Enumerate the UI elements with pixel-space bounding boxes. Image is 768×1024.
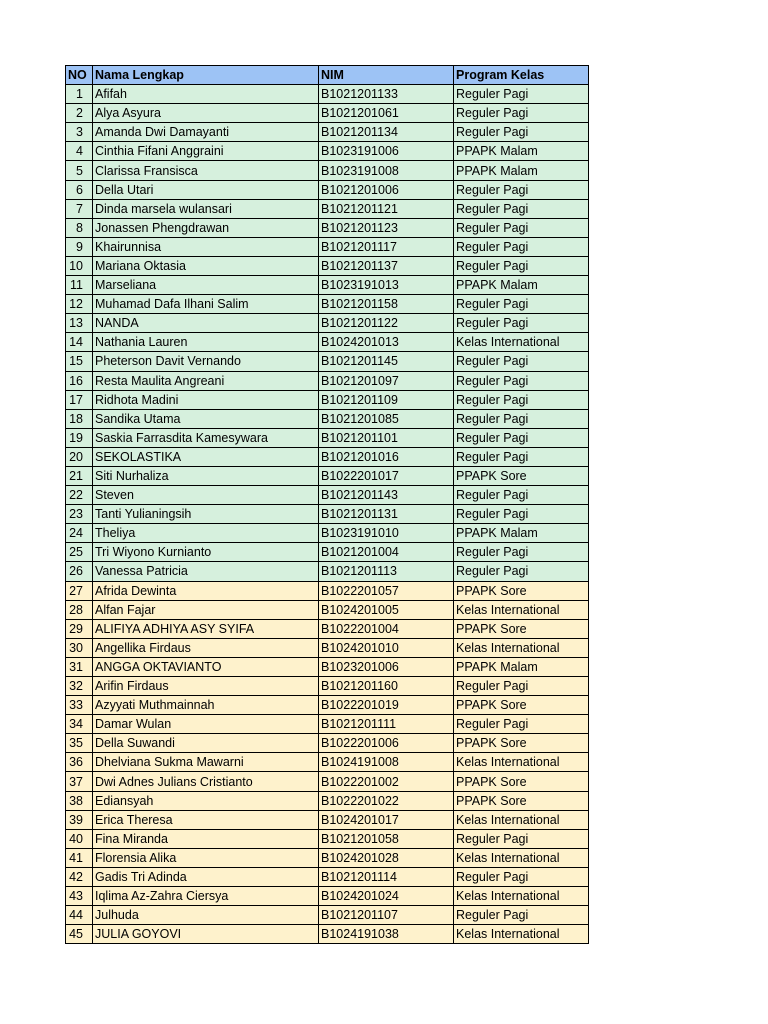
cell-nim: B1021201109 [319, 390, 454, 409]
cell-no: 20 [66, 447, 93, 466]
cell-program: PPAPK Sore [454, 772, 589, 791]
cell-program: Reguler Pagi [454, 906, 589, 925]
cell-nim: B1021201111 [319, 715, 454, 734]
cell-no: 41 [66, 848, 93, 867]
cell-name: Khairunnisa [93, 237, 319, 256]
cell-no: 37 [66, 772, 93, 791]
cell-no: 31 [66, 657, 93, 676]
table-row [66, 677, 589, 696]
cell-no: 25 [66, 543, 93, 562]
cell-program: Reguler Pagi [454, 677, 589, 696]
cell-name: Dhelviana Sukma Mawarni [93, 753, 319, 772]
cell-program: Kelas International [454, 848, 589, 867]
cell-program: PPAPK Sore [454, 466, 589, 485]
cell-name: NANDA [93, 314, 319, 333]
cell-no: 44 [66, 906, 93, 925]
table-row [66, 887, 589, 906]
cell-nim: B1023191013 [319, 276, 454, 295]
cell-no: 10 [66, 256, 93, 275]
cell-name: Vanessa Patricia [93, 562, 319, 581]
cell-name: Jonassen Phengdrawan [93, 218, 319, 237]
cell-no: 17 [66, 390, 93, 409]
table-row [66, 142, 589, 161]
cell-no: 7 [66, 199, 93, 218]
cell-name: Saskia Farrasdita Kamesywara [93, 428, 319, 447]
table-row [66, 409, 589, 428]
cell-name: Angellika Firdaus [93, 638, 319, 657]
cell-program: PPAPK Malam [454, 524, 589, 543]
cell-no: 29 [66, 619, 93, 638]
cell-program: Reguler Pagi [454, 428, 589, 447]
cell-name: Iqlima Az-Zahra Ciersya [93, 887, 319, 906]
cell-program: Kelas International [454, 638, 589, 657]
cell-program: Kelas International [454, 887, 589, 906]
cell-name: ALIFIYA ADHIYA ASY SYIFA [93, 619, 319, 638]
cell-no: 28 [66, 600, 93, 619]
cell-no: 12 [66, 295, 93, 314]
cell-program: Reguler Pagi [454, 390, 589, 409]
table-row [66, 466, 589, 485]
table-row [66, 486, 589, 505]
cell-nim: B1021201145 [319, 352, 454, 371]
cell-nim: B1024191008 [319, 753, 454, 772]
table-row [66, 256, 589, 275]
table-row [66, 867, 589, 886]
table-row [66, 848, 589, 867]
cell-nim: B1021201131 [319, 505, 454, 524]
cell-nim: B1024201013 [319, 333, 454, 352]
cell-no: 1 [66, 85, 93, 104]
cell-nim: B1024201028 [319, 848, 454, 867]
cell-program: Reguler Pagi [454, 409, 589, 428]
cell-no: 42 [66, 867, 93, 886]
cell-nim: B1021201133 [319, 85, 454, 104]
table-row [66, 390, 589, 409]
cell-no: 19 [66, 428, 93, 447]
cell-program: Reguler Pagi [454, 352, 589, 371]
cell-no: 38 [66, 791, 93, 810]
cell-name: Fina Miranda [93, 829, 319, 848]
cell-program: Reguler Pagi [454, 543, 589, 562]
cell-program: PPAPK Malam [454, 161, 589, 180]
cell-nim: B1021201006 [319, 180, 454, 199]
cell-nim: B1022201057 [319, 581, 454, 600]
cell-name: Theliya [93, 524, 319, 543]
cell-nim: B1021201117 [319, 237, 454, 256]
cell-no: 33 [66, 696, 93, 715]
cell-no: 36 [66, 753, 93, 772]
table-row [66, 524, 589, 543]
cell-program: Reguler Pagi [454, 715, 589, 734]
cell-no: 4 [66, 142, 93, 161]
cell-nim: B1021201107 [319, 906, 454, 925]
table-row [66, 85, 589, 104]
cell-program: Reguler Pagi [454, 829, 589, 848]
cell-no: 21 [66, 466, 93, 485]
cell-no: 3 [66, 123, 93, 142]
cell-program: PPAPK Sore [454, 581, 589, 600]
table-row [66, 123, 589, 142]
table-row [66, 104, 589, 123]
cell-name: Gadis Tri Adinda [93, 867, 319, 886]
table-row [66, 638, 589, 657]
table-row [66, 218, 589, 237]
cell-program: Kelas International [454, 600, 589, 619]
cell-name: Marseliana [93, 276, 319, 295]
table-row [66, 600, 589, 619]
table-row [66, 772, 589, 791]
cell-program: PPAPK Malam [454, 276, 589, 295]
cell-program: Reguler Pagi [454, 123, 589, 142]
header-no: NO [66, 66, 93, 85]
cell-no: 35 [66, 734, 93, 753]
cell-nim: B1024201005 [319, 600, 454, 619]
cell-name: Azyyati Muthmainnah [93, 696, 319, 715]
table-row [66, 543, 589, 562]
cell-program: PPAPK Sore [454, 734, 589, 753]
table-row [66, 810, 589, 829]
cell-name: SEKOLASTIKA [93, 447, 319, 466]
cell-nim: B1021201085 [319, 409, 454, 428]
cell-nim: B1021201058 [319, 829, 454, 848]
cell-program: Kelas International [454, 753, 589, 772]
cell-no: 23 [66, 505, 93, 524]
cell-nim: B1024201024 [319, 887, 454, 906]
cell-program: Reguler Pagi [454, 486, 589, 505]
table-body [66, 85, 589, 944]
cell-nim: B1024201017 [319, 810, 454, 829]
table-row [66, 657, 589, 676]
cell-nim: B1022201002 [319, 772, 454, 791]
cell-program: Reguler Pagi [454, 218, 589, 237]
cell-nim: B1021201143 [319, 486, 454, 505]
table-row [66, 333, 589, 352]
cell-no: 45 [66, 925, 93, 944]
table-row [66, 619, 589, 638]
cell-name: Pheterson Davit Vernando [93, 352, 319, 371]
cell-nim: B1024201010 [319, 638, 454, 657]
student-table [65, 65, 589, 944]
cell-name: Ediansyah [93, 791, 319, 810]
table-row [66, 428, 589, 447]
header-row [66, 66, 589, 85]
cell-nim: B1021201097 [319, 371, 454, 390]
cell-no: 40 [66, 829, 93, 848]
cell-name: Julhuda [93, 906, 319, 925]
cell-name: ANGGA OKTAVIANTO [93, 657, 319, 676]
table-row [66, 505, 589, 524]
cell-program: PPAPK Sore [454, 619, 589, 638]
cell-no: 34 [66, 715, 93, 734]
cell-name: Steven [93, 486, 319, 505]
cell-name: Cinthia Fifani Anggraini [93, 142, 319, 161]
cell-nim: B1022201019 [319, 696, 454, 715]
cell-name: Arifin Firdaus [93, 677, 319, 696]
cell-name: Mariana Oktasia [93, 256, 319, 275]
cell-no: 9 [66, 237, 93, 256]
cell-nim: B1022201017 [319, 466, 454, 485]
cell-name: Afrida Dewinta [93, 581, 319, 600]
cell-program: Reguler Pagi [454, 371, 589, 390]
table-row [66, 734, 589, 753]
cell-no: 16 [66, 371, 93, 390]
cell-program: PPAPK Malam [454, 142, 589, 161]
cell-program: Reguler Pagi [454, 104, 589, 123]
header-nim: NIM [319, 66, 454, 85]
cell-name: Dwi Adnes Julians Cristianto [93, 772, 319, 791]
cell-nim: B1021201137 [319, 256, 454, 275]
cell-no: 15 [66, 352, 93, 371]
cell-no: 18 [66, 409, 93, 428]
cell-nim: B1021201061 [319, 104, 454, 123]
cell-no: 2 [66, 104, 93, 123]
cell-program: Reguler Pagi [454, 447, 589, 466]
cell-name: Amanda Dwi Damayanti [93, 123, 319, 142]
header-name: Nama Lengkap [93, 66, 319, 85]
cell-no: 11 [66, 276, 93, 295]
cell-name: Sandika Utama [93, 409, 319, 428]
cell-program: PPAPK Malam [454, 657, 589, 676]
table-row [66, 829, 589, 848]
cell-no: 8 [66, 218, 93, 237]
cell-no: 5 [66, 161, 93, 180]
cell-nim: B1021201004 [319, 543, 454, 562]
cell-nim: B1021201101 [319, 428, 454, 447]
table-row [66, 295, 589, 314]
cell-name: Della Suwandi [93, 734, 319, 753]
cell-program: Reguler Pagi [454, 295, 589, 314]
cell-program: Reguler Pagi [454, 85, 589, 104]
cell-name: JULIA GOYOVI [93, 925, 319, 944]
table-row [66, 581, 589, 600]
cell-nim: B1023191008 [319, 161, 454, 180]
cell-nim: B1021201114 [319, 867, 454, 886]
cell-nim: B1022201022 [319, 791, 454, 810]
cell-program: Reguler Pagi [454, 237, 589, 256]
cell-no: 30 [66, 638, 93, 657]
cell-nim: B1021201160 [319, 677, 454, 696]
cell-name: Erica Theresa [93, 810, 319, 829]
cell-name: Dinda marsela wulansari [93, 199, 319, 218]
table-row [66, 715, 589, 734]
cell-nim: B1021201016 [319, 447, 454, 466]
cell-no: 22 [66, 486, 93, 505]
cell-name: Siti Nurhaliza [93, 466, 319, 485]
cell-program: Reguler Pagi [454, 867, 589, 886]
cell-name: Afifah [93, 85, 319, 104]
table-row [66, 906, 589, 925]
cell-program: Reguler Pagi [454, 505, 589, 524]
table-row [66, 161, 589, 180]
cell-name: Resta Maulita Angreani [93, 371, 319, 390]
cell-program: Reguler Pagi [454, 256, 589, 275]
cell-program: Kelas International [454, 925, 589, 944]
table-row [66, 352, 589, 371]
table-row [66, 314, 589, 333]
cell-program: Reguler Pagi [454, 314, 589, 333]
table-row [66, 696, 589, 715]
cell-nim: B1022201004 [319, 619, 454, 638]
cell-nim: B1023201006 [319, 657, 454, 676]
cell-name: Tri Wiyono Kurnianto [93, 543, 319, 562]
cell-program: Reguler Pagi [454, 199, 589, 218]
table-row [66, 276, 589, 295]
cell-name: Della Utari [93, 180, 319, 199]
cell-program: PPAPK Sore [454, 696, 589, 715]
cell-name: Ridhota Madini [93, 390, 319, 409]
cell-no: 26 [66, 562, 93, 581]
cell-nim: B1024191038 [319, 925, 454, 944]
cell-name: Tanti Yulianingsih [93, 505, 319, 524]
cell-program: Kelas International [454, 333, 589, 352]
cell-program: Reguler Pagi [454, 180, 589, 199]
cell-nim: B1022201006 [319, 734, 454, 753]
cell-nim: B1021201121 [319, 199, 454, 218]
cell-no: 24 [66, 524, 93, 543]
table-row [66, 180, 589, 199]
cell-name: Florensia Alika [93, 848, 319, 867]
table-row [66, 371, 589, 390]
cell-name: Alya Asyura [93, 104, 319, 123]
cell-program: Kelas International [454, 810, 589, 829]
cell-no: 32 [66, 677, 93, 696]
table-row [66, 925, 589, 944]
cell-no: 43 [66, 887, 93, 906]
cell-name: Clarissa Fransisca [93, 161, 319, 180]
cell-nim: B1021201113 [319, 562, 454, 581]
cell-nim: B1023191010 [319, 524, 454, 543]
cell-nim: B1021201123 [319, 218, 454, 237]
cell-no: 6 [66, 180, 93, 199]
cell-nim: B1023191006 [319, 142, 454, 161]
table-row [66, 447, 589, 466]
cell-no: 39 [66, 810, 93, 829]
table-row [66, 237, 589, 256]
cell-program: PPAPK Sore [454, 791, 589, 810]
cell-no: 13 [66, 314, 93, 333]
cell-no: 14 [66, 333, 93, 352]
cell-name: Muhamad Dafa Ilhani Salim [93, 295, 319, 314]
table-row [66, 562, 589, 581]
table-row [66, 199, 589, 218]
table-row [66, 791, 589, 810]
cell-program: Reguler Pagi [454, 562, 589, 581]
table-row [66, 753, 589, 772]
header-program: Program Kelas [454, 66, 589, 85]
cell-name: Alfan Fajar [93, 600, 319, 619]
cell-name: Damar Wulan [93, 715, 319, 734]
cell-no: 27 [66, 581, 93, 600]
cell-nim: B1021201158 [319, 295, 454, 314]
cell-nim: B1021201134 [319, 123, 454, 142]
cell-nim: B1021201122 [319, 314, 454, 333]
cell-name: Nathania Lauren [93, 333, 319, 352]
